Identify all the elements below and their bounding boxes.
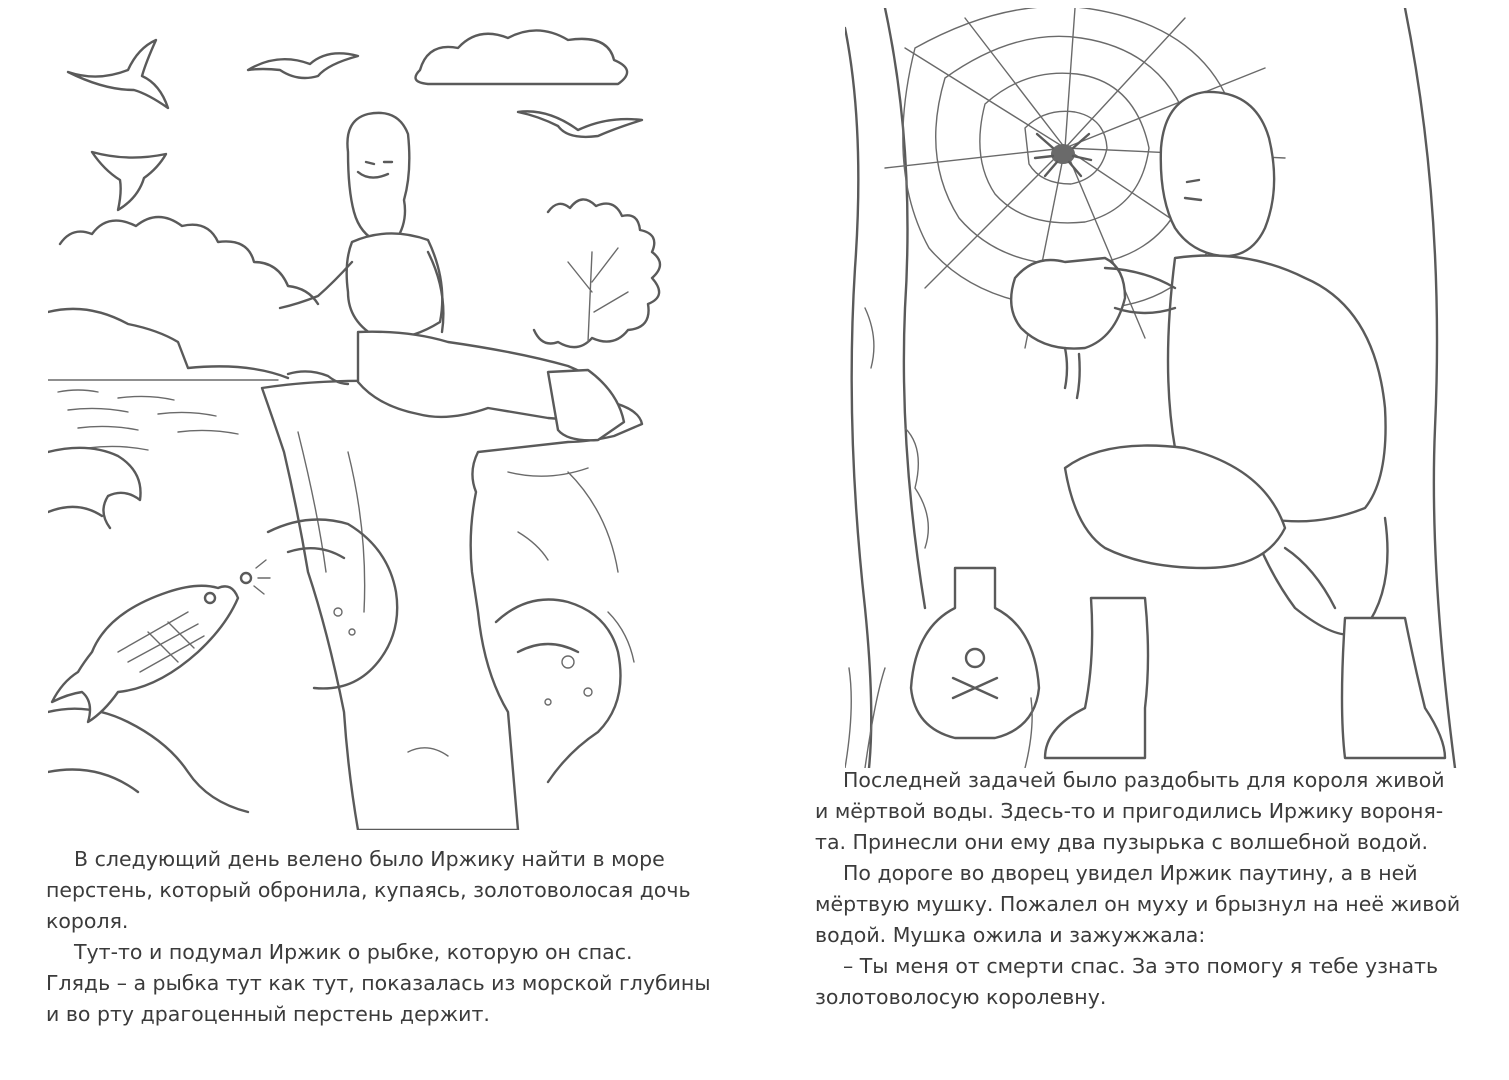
right-page-text <box>815 765 1465 1013</box>
paragraph <box>815 765 1465 858</box>
text-line: золотоволосую королевну. <box>815 985 1107 1009</box>
illustration-boy-and-spiderweb <box>845 8 1475 768</box>
text-line: и мёртвой воды. Здесь-то и пригодились Иржику вороня- <box>815 799 1444 823</box>
coloring-illustration-forest <box>845 8 1475 768</box>
paragraph <box>46 844 716 937</box>
text-line: мёртвую мушку. Пожалел он муху и брызнул на неё живой <box>815 892 1461 916</box>
text-line: водой. Мушка ожила и зажужжала: <box>815 923 1206 947</box>
text-line: короля. <box>46 909 129 933</box>
text-line: По дороге во дворец увидел Иржик паутину, а в ней <box>843 861 1418 885</box>
text-line: и во рту драгоценный перстень держит. <box>46 1002 490 1026</box>
right-page <box>755 0 1509 1080</box>
text-line: – Ты меня от смерти спас. За это помогу я тебе узнать <box>843 954 1439 978</box>
coloring-illustration-sea <box>48 12 708 830</box>
paragraph <box>46 937 716 1030</box>
left-page <box>0 0 754 1080</box>
illustration-boy-and-fish <box>48 12 708 830</box>
text-line: Глядь – а рыбка тут как тут, показалась из морской глубины <box>46 971 711 995</box>
text-line: Последней задачей было раздобыть для короля живой <box>843 768 1445 792</box>
text-line: Тут-то и подумал Иржик о рыбке, которую он спас. <box>74 940 633 964</box>
paragraph <box>815 858 1465 951</box>
left-page-text <box>46 844 716 1030</box>
text-line: перстень, который обронила, купаясь, золотоволосая дочь <box>46 878 691 902</box>
paragraph <box>815 951 1465 1013</box>
text-line: та. Принесли они ему два пузырька с волшебной водой. <box>815 830 1429 854</box>
text-line: В следующий день велено было Иржику найти в море <box>74 847 665 871</box>
